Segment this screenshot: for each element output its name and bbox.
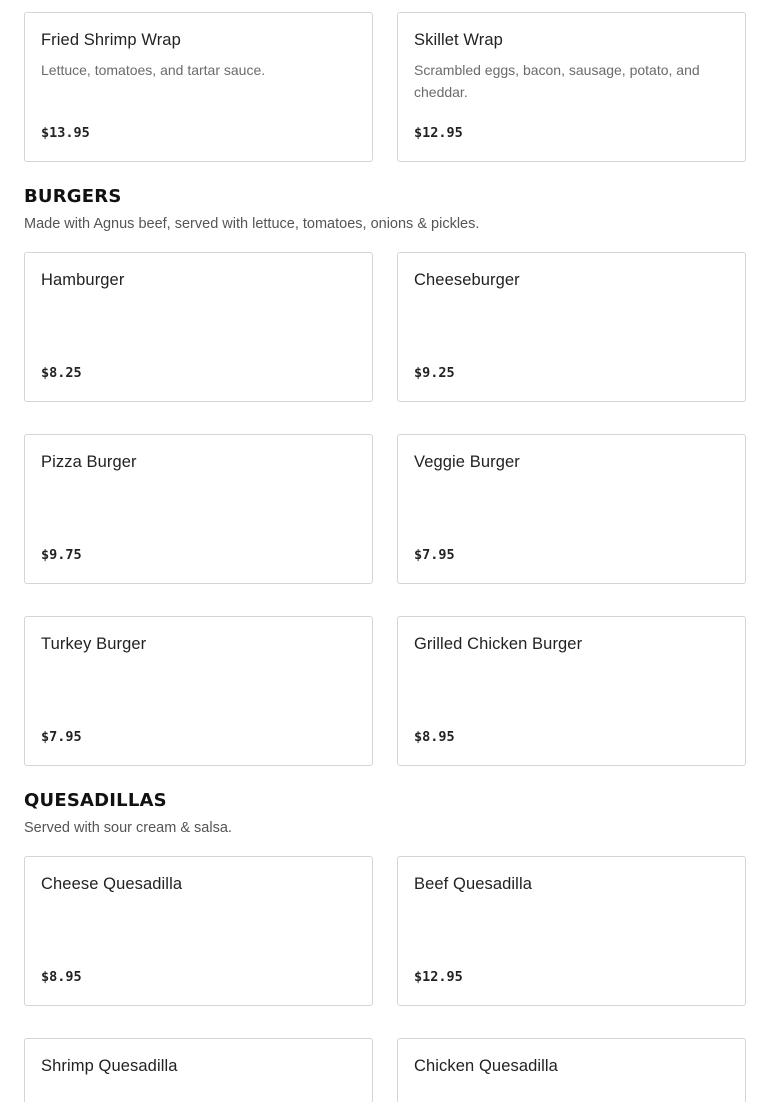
menu-item-card[interactable]	[397, 12, 746, 162]
menu-item-price: $12.95	[414, 125, 463, 141]
menu-item-price: $8.95	[41, 969, 82, 985]
menu-item-card[interactable]	[24, 434, 373, 584]
menu-item-name: Skillet Wrap	[414, 31, 503, 49]
menu-item-price: $13.95	[41, 125, 90, 141]
menu-item-price: $9.75	[41, 547, 82, 563]
menu-item-card[interactable]	[397, 252, 746, 402]
section-title-burgers: BURGERS	[24, 186, 122, 207]
menu-item-card[interactable]	[24, 12, 373, 162]
menu-item-name: Turkey Burger	[41, 635, 147, 653]
section-description-burgers: Made with Agnus beef, served with lettuce, tomatoes, onions & pickles.	[24, 216, 480, 232]
menu-item-name: Grilled Chicken Burger	[414, 635, 583, 653]
menu-item-price: $7.95	[414, 547, 455, 563]
menu-item-name: Cheese Quesadilla	[41, 875, 183, 893]
menu-item-price: $12.95	[414, 969, 463, 985]
menu-item-name: Pizza Burger	[41, 453, 137, 471]
menu-item-card[interactable]	[397, 434, 746, 584]
section-description-quesadillas: Served with sour cream & salsa.	[24, 820, 232, 836]
menu-item-price: $8.25	[41, 365, 82, 381]
menu-item-name: Shrimp Quesadilla	[41, 1057, 178, 1075]
section-title-quesadillas: QUESADILLAS	[24, 790, 167, 811]
menu-item-price: $8.95	[414, 729, 455, 745]
menu-item-price: $9.25	[414, 365, 455, 381]
menu-item-name: Hamburger	[41, 271, 125, 289]
menu-item-name: Veggie Burger	[414, 453, 520, 471]
menu-item-name: Fried Shrimp Wrap	[41, 31, 181, 49]
menu-item-card[interactable]	[24, 856, 373, 1006]
menu-item-card[interactable]	[397, 856, 746, 1006]
menu-item-card[interactable]	[24, 616, 373, 766]
menu-item-card[interactable]	[24, 252, 373, 402]
menu-item-card[interactable]	[397, 616, 746, 766]
menu-item-name: Beef Quesadilla	[414, 875, 532, 893]
menu-item-name: Cheeseburger	[414, 271, 520, 289]
menu-item-description: Lettuce, tomatoes, and tartar sauce.	[41, 62, 266, 78]
menu-item-name: Chicken Quesadilla	[414, 1057, 558, 1075]
menu-item-card[interactable]	[24, 1038, 373, 1102]
menu-item-description: Scrambled eggs, bacon, sausage, potato, and cheddar.	[414, 62, 700, 100]
menu-item-card[interactable]	[397, 1038, 746, 1102]
menu-item-price: $7.95	[41, 729, 82, 745]
